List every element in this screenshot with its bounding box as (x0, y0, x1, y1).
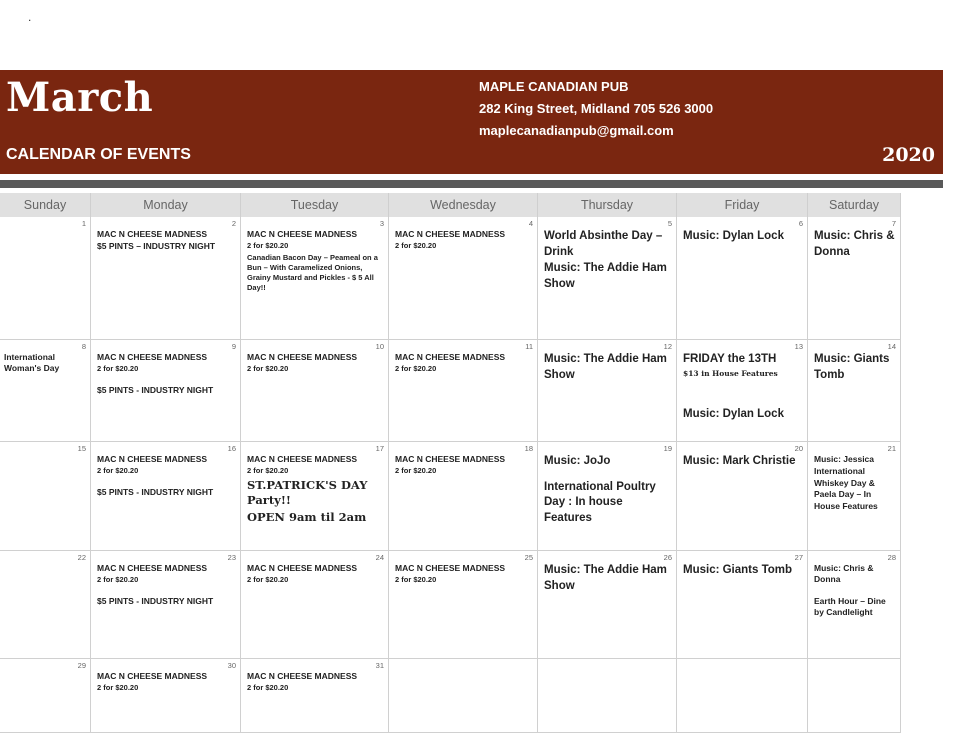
day-cell (677, 659, 808, 733)
day-number (544, 661, 672, 670)
day-header-friday: Friday (677, 193, 808, 217)
event-earth-hour-dine-by-candlelight: Earth Hour – Dine by Candlelight (814, 595, 886, 618)
event-mac-n-cheese-madness: MAC N CHEESE MADNESS (247, 229, 358, 239)
divider-bar (0, 180, 943, 188)
day-number: 18 (524, 444, 533, 453)
day-cell (0, 551, 91, 659)
day-header-saturday: Saturday (808, 193, 901, 217)
day-cell (677, 551, 808, 659)
day-cell (91, 442, 241, 551)
day-number: 2 (231, 219, 236, 228)
event-2-for-20-20: 2 for $20.20 (97, 683, 139, 693)
calendar-year: 2020 (882, 144, 935, 166)
event-canadian-bacon-day-peameal-on-a-bun-with: Canadian Bacon Day – Peameal on a Bun – With Caramelized Onions, Grainy Mustard and Pickles - $ 5 All Day!! (247, 252, 378, 292)
day-number: 1 (81, 219, 86, 228)
day-number: 6 (798, 219, 803, 228)
event-mac-n-cheese-madness: MAC N CHEESE MADNESS (97, 352, 208, 362)
day-number: 15 (77, 444, 86, 453)
day-number: 10 (375, 342, 384, 351)
day-number: 30 (227, 661, 236, 670)
event-music-mark-christie: Music: Mark Christie (683, 455, 796, 467)
event-2-for-20-20: 2 for $20.20 (247, 683, 289, 693)
event-music-giants-tomb: Music: Giants Tomb (683, 564, 793, 576)
event-2-for-20-20: 2 for $20.20 (395, 575, 437, 585)
event-2-for-20-20: 2 for $20.20 (395, 364, 437, 374)
top-mark: . (28, 10, 32, 24)
day-header-thursday: Thursday (538, 193, 677, 217)
pub-address: 282 King Street, Midland 705 526 3000 (479, 101, 714, 116)
event-13-in-house-features: $13 in House Features (683, 368, 778, 378)
day-cell (677, 217, 808, 340)
day-number: 4 (528, 219, 533, 228)
day-number: 14 (887, 342, 896, 351)
day-cell (808, 659, 901, 733)
day-number: 28 (887, 553, 896, 562)
day-number: 20 (794, 444, 803, 453)
day-cell (0, 442, 91, 551)
day-cell (241, 217, 389, 340)
day-cell (241, 659, 389, 733)
day-cell (808, 442, 901, 551)
day-number: 13 (794, 342, 803, 351)
event-mac-n-cheese-madness: MAC N CHEESE MADNESS (247, 352, 358, 362)
event-5-pints-industry-night: $5 PINTS – INDUSTRY NIGHT (97, 241, 216, 252)
event-2-for-20-20: 2 for $20.20 (97, 466, 139, 476)
pub-name: MAPLE CANADIAN PUB (479, 79, 629, 94)
month-title: March (6, 74, 154, 121)
event-2-for-20-20: 2 for $20.20 (247, 466, 289, 476)
day-number: 26 (663, 553, 672, 562)
event-music-dylan-lock: Music: Dylan Lock (683, 230, 784, 242)
day-cell (538, 551, 677, 659)
event-mac-n-cheese-madness: MAC N CHEESE MADNESS (97, 563, 208, 573)
day-cell (389, 659, 538, 733)
day-cell (0, 340, 91, 442)
day-cell (389, 442, 538, 551)
event-international-poultry-day-in-house-featu: International Poultry Day : In house Features (544, 480, 656, 524)
day-cell (241, 551, 389, 659)
event-music-the-addie-ham-show: Music: The Addie Ham Show (544, 262, 667, 290)
day-header-sunday: Sunday (0, 193, 91, 217)
event-mac-n-cheese-madness: MAC N CHEESE MADNESS (247, 563, 358, 573)
day-cell (91, 217, 241, 340)
day-cell (808, 340, 901, 442)
day-number: 11 (525, 342, 533, 351)
calendar-subtitle: CALENDAR OF EVENTS (6, 146, 191, 163)
day-number: 9 (231, 342, 236, 351)
day-cell (0, 659, 91, 733)
day-number: 3 (379, 219, 384, 228)
day-cell (677, 340, 808, 442)
event-mac-n-cheese-madness: MAC N CHEESE MADNESS (395, 229, 506, 239)
day-cell (538, 659, 677, 733)
day-number: 8 (81, 342, 86, 351)
day-header-wednesday: Wednesday (389, 193, 538, 217)
event-mac-n-cheese-madness: MAC N CHEESE MADNESS (395, 563, 506, 573)
day-number: 29 (77, 661, 86, 670)
day-number: 19 (663, 444, 672, 453)
event-2-for-20-20: 2 for $20.20 (247, 241, 289, 251)
event-2-for-20-20: 2 for $20.20 (395, 466, 437, 476)
day-number: 21 (887, 444, 896, 453)
day-cell (808, 217, 901, 340)
day-cell (0, 217, 91, 340)
pub-info (479, 76, 713, 142)
day-number (683, 661, 803, 670)
event-mac-n-cheese-madness: MAC N CHEESE MADNESS (395, 454, 506, 464)
day-header-tuesday: Tuesday (241, 193, 389, 217)
day-cell (241, 442, 389, 551)
event-2-for-20-20: 2 for $20.20 (395, 241, 437, 251)
event-music-jessica: Music: Jessica (814, 454, 875, 464)
day-cell (538, 217, 677, 340)
event-international-whiskey-day-paela-day-in-h: International Whiskey Day & Paela Day – In House Features (814, 466, 878, 511)
event-st-patrick-s-day-party: ST.PATRICK'S DAY Party!! (247, 477, 368, 508)
day-cell (91, 659, 241, 733)
day-number: 25 (524, 553, 533, 562)
day-number: 27 (794, 553, 803, 562)
event-mac-n-cheese-madness: MAC N CHEESE MADNESS (97, 454, 208, 464)
event-mac-n-cheese-madness: MAC N CHEESE MADNESS (247, 454, 358, 464)
pub-email: maplecanadianpub@gmail.com (479, 123, 674, 138)
event-friday-the-13th: FRIDAY the 13TH (683, 353, 777, 365)
day-number: 24 (375, 553, 384, 562)
day-number: 23 (227, 553, 236, 562)
day-header-monday: Monday (91, 193, 241, 217)
event-mac-n-cheese-madness: MAC N CHEESE MADNESS (97, 229, 208, 239)
event-2-for-20-20: 2 for $20.20 (97, 575, 139, 585)
event-mac-n-cheese-madness: MAC N CHEESE MADNESS (395, 352, 506, 362)
day-number: 7 (891, 219, 896, 228)
event-music-the-addie-ham-show: Music: The Addie Ham Show (544, 564, 667, 592)
day-cell (91, 551, 241, 659)
day-cell (677, 442, 808, 551)
day-number (814, 661, 896, 670)
event-music-chris-donna: Music: Chris & Donna (814, 230, 895, 258)
day-number: 16 (227, 444, 236, 453)
event-5-pints-industry-night: $5 PINTS - INDUSTRY NIGHT (97, 384, 214, 395)
event-music-jojo: Music: JoJo (544, 455, 611, 467)
event-mac-n-cheese-madness: MAC N CHEESE MADNESS (97, 671, 208, 681)
event-music-chris-donna: Music: Chris & Donna (814, 563, 874, 585)
event-mac-n-cheese-madness: MAC N CHEESE MADNESS (247, 671, 358, 681)
day-cell (91, 340, 241, 442)
event-music-the-addie-ham-show: Music: The Addie Ham Show (544, 353, 667, 381)
day-number: 17 (375, 444, 384, 453)
day-number: 12 (663, 342, 672, 351)
event-open-9am-til-2am: OPEN 9am til 2am (247, 509, 367, 524)
day-cell (538, 340, 677, 442)
day-cell (389, 340, 538, 442)
day-cell (808, 551, 901, 659)
day-cell (241, 340, 389, 442)
day-cell (389, 551, 538, 659)
day-cell (538, 442, 677, 551)
day-number: 5 (667, 219, 672, 228)
event-2-for-20-20: 2 for $20.20 (97, 364, 139, 374)
event-2-for-20-20: 2 for $20.20 (247, 364, 289, 374)
event-world-absinthe-day-drink: World Absinthe Day – Drink (544, 230, 663, 258)
day-cell (389, 217, 538, 340)
day-number: 31 (375, 661, 384, 670)
event-2-for-20-20: 2 for $20.20 (247, 575, 289, 585)
day-number (395, 661, 533, 670)
event-international-woman-s-day: International Woman's Day (4, 352, 60, 374)
event-5-pints-industry-night: $5 PINTS - INDUSTRY NIGHT (97, 486, 214, 497)
event-music-giants-tomb: Music: Giants Tomb (814, 353, 890, 381)
event-music-dylan-lock: Music: Dylan Lock (683, 407, 784, 420)
day-number: 22 (77, 553, 86, 562)
calendar-banner (0, 70, 943, 174)
event-5-pints-industry-night: $5 PINTS - INDUSTRY NIGHT (97, 595, 214, 606)
